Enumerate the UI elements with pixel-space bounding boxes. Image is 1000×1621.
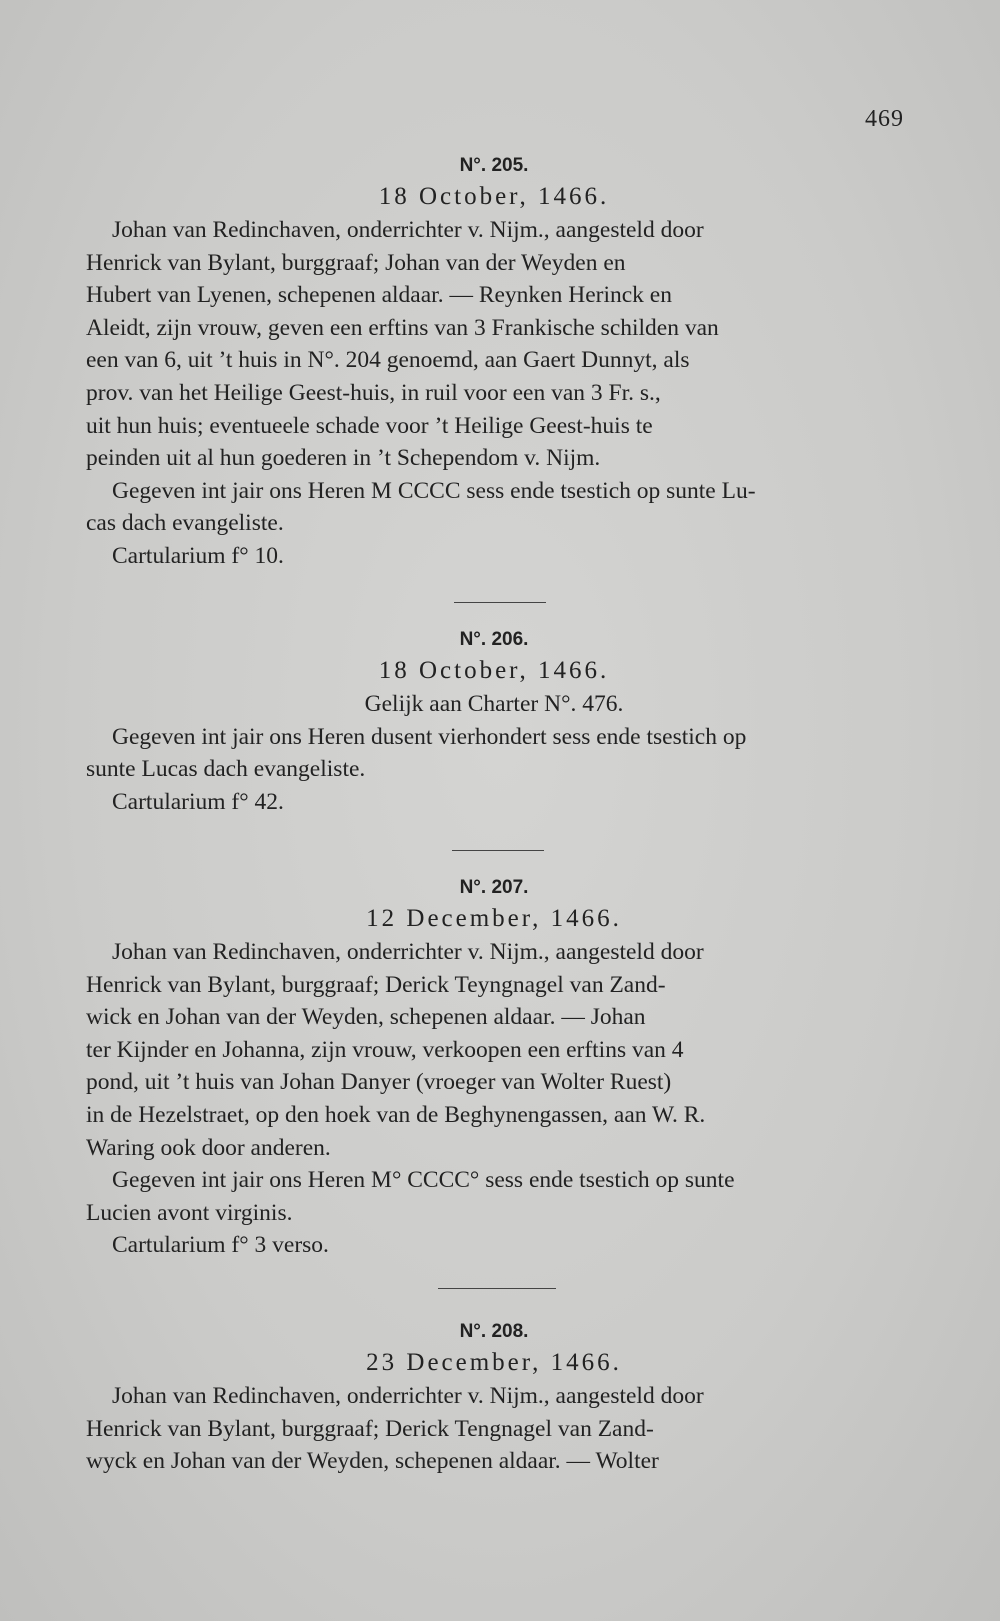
body-line: Henrick van Bylant, burggraaf; Derick Teyngnagel van Zand- — [86, 971, 666, 998]
body-line: ter Kijnder en Johanna, zijn vrouw, verkoopen een erftins van 4 — [86, 1036, 684, 1063]
entry-body — [86, 936, 902, 1262]
body-line: Henrick van Bylant, burggraaf; Derick Tengnagel van Zand- — [86, 1415, 654, 1442]
entry-date: 23 December, 1466. — [366, 1349, 622, 1376]
entry-date: 18 October, 1466. — [378, 183, 610, 210]
body-line: Johan van Redinchaven, onderrichter v. Nijm., aangesteld door — [112, 217, 704, 243]
entry-body — [86, 721, 902, 819]
entry-208 — [86, 1318, 902, 1478]
body-line: uit hun huis; eventueele schade voor ’t Heilige Geest-huis te — [86, 412, 653, 439]
given-line: sunte Lucas dach evangeliste. — [86, 756, 366, 783]
entry-number: N°. 207. — [459, 877, 529, 898]
entry-number: N°. 206. — [459, 629, 529, 650]
given-line: Gegeven int jair ons Heren M CCCC sess ende tsestich op sunte Lu- — [112, 477, 756, 504]
entry-number: N°. 205. — [459, 155, 529, 176]
body-line: Johan van Redinchaven, onderrichter v. Nijm., aangesteld door — [112, 1383, 704, 1409]
body-line: wick en Johan van der Weyden, schepenen aldaar. — Johan — [86, 1004, 646, 1031]
body-line: peinden uit al hun goederen in ’t Schependom v. Nijm. — [86, 445, 601, 472]
body-line: Waring ook door anderen. — [86, 1134, 331, 1161]
entry-205 — [86, 152, 902, 573]
given-line: Lucien avont virginis. — [86, 1199, 293, 1226]
body-line: Johan van Redinchaven, onderrichter v. Nijm., aangesteld door — [112, 939, 704, 965]
separator-rule — [438, 1288, 556, 1289]
page-number: 469 — [865, 106, 904, 132]
source-reference: Cartularium f° 3 verso. — [112, 1232, 329, 1259]
given-line: Gegeven int jair ons Heren dusent vierhondert sess ende tsestich op — [112, 723, 747, 750]
separator-rule — [454, 602, 546, 603]
entry-date: 12 December, 1466. — [366, 905, 622, 932]
body-line: Aleidt, zijn vrouw, geven een erftins van 3 Frankische schilden van — [86, 314, 719, 341]
entry-body — [86, 1380, 902, 1478]
body-line: een van 6, uit ’t huis in N°. 204 genoemd, aan Gaert Dunnyt, als — [86, 347, 690, 374]
body-line: in de Hezelstraet, op den hoek van de Beghynengassen, aan W. R. — [86, 1101, 706, 1128]
body-line: Henrick van Bylant, burggraaf; Johan van der Weyden en — [86, 249, 626, 276]
entry-207 — [86, 874, 902, 1262]
charter-note: Gelijk aan Charter N°. 476. — [364, 691, 624, 717]
given-line: Gegeven int jair ons Heren M° CCCC° sess ende tsestich op sunte — [112, 1167, 735, 1194]
entry-body — [86, 214, 902, 573]
body-line: wyck en Johan van der Weyden, schepenen aldaar. — Wolter — [86, 1448, 659, 1475]
given-line: cas dach evangeliste. — [86, 510, 284, 537]
entry-number: N°. 208. — [459, 1321, 529, 1342]
body-line: Hubert van Lyenen, schepenen aldaar. — Reynken Herinck en — [86, 282, 672, 309]
body-line: pond, uit ’t huis van Johan Danyer (vroeger van Wolter Ruest) — [86, 1069, 672, 1096]
source-reference: Cartularium f° 10. — [112, 542, 284, 569]
body-line: prov. van het Heilige Geest-huis, in ruil voor een van 3 Fr. s., — [86, 379, 661, 406]
entry-date: 18 October, 1466. — [378, 657, 610, 684]
entry-206 — [86, 626, 902, 818]
separator-rule — [452, 850, 544, 851]
source-reference: Cartularium f° 42. — [112, 788, 284, 815]
